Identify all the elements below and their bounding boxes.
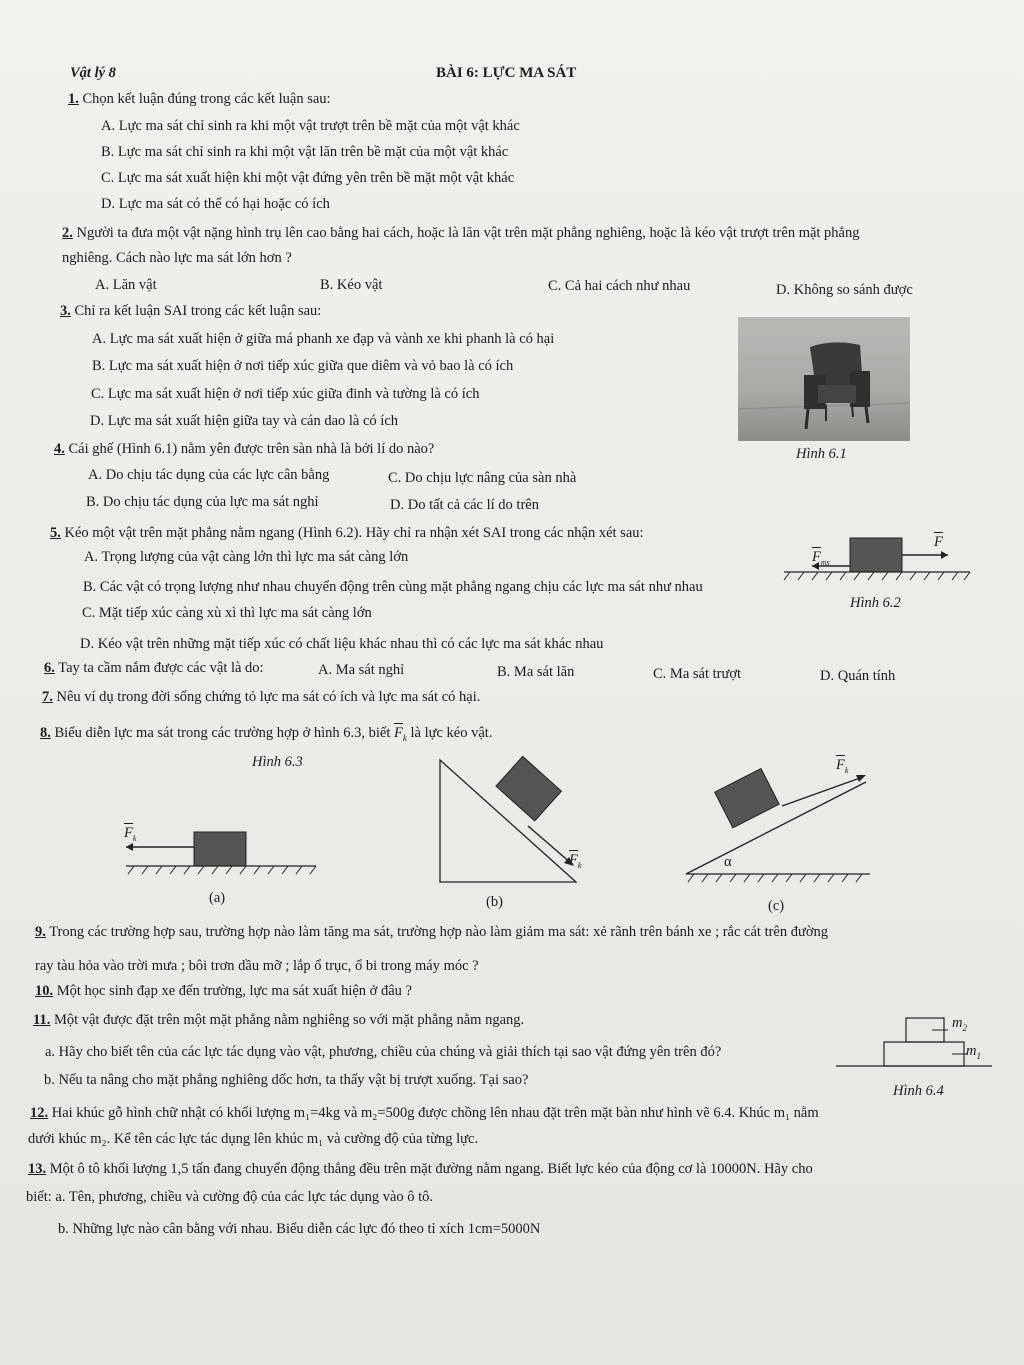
question-number: 1.: [68, 91, 79, 107]
fig63c-diagram: [682, 757, 882, 890]
question-11: [33, 1013, 524, 1028]
fig63c-incline: [686, 782, 866, 874]
q2-option-a: A. Lăn vật: [95, 277, 157, 293]
question-number: 7.: [42, 689, 53, 705]
fig63c-fk-label: $F_k$: [836, 757, 849, 775]
question-number: 8.: [40, 725, 51, 741]
fig63a-block: [194, 832, 246, 866]
question-text: Nêu ví dụ trong đời sống chứng tỏ lực ma sát có ích và lực ma sát có hại.: [56, 689, 481, 705]
q12-text-line2: dưới khúc m₂. Kể tên các lực tác dụng lên khúc m₁ và cường độ của từng lực.: [28, 1131, 479, 1147]
fig63c-force-arrow: [782, 778, 860, 806]
fig61-caption: Hình 6.1: [796, 446, 847, 462]
fig64-m2-label: $m_2$: [952, 1015, 967, 1033]
question-text: Hai khúc gỗ hình chữ nhật có khối lượng m₁=4kg và m₂=500g được chồng lên nhau đặt trên mặt bàn như hình vẽ 6.4. Khúc m₁ nằm: [51, 1105, 819, 1121]
question-10: [35, 984, 412, 999]
question-12: [30, 1106, 819, 1121]
question-text: Một vật được đặt trên một mặt phẳng nằm nghiêng so với mặt phẳng nằm ngang.: [53, 1012, 525, 1028]
fig63-caption: Hình 6.3: [252, 754, 303, 770]
question-number: 3.: [60, 303, 71, 319]
q2-text-line2: nghiêng. Cách nào lực ma sát lớn hơn ?: [62, 250, 292, 266]
q3-option-a: A. Lực ma sát xuất hiện ở giữa má phanh xe đạp và vành xe khi phanh là có hại: [92, 331, 555, 347]
q6-option-d: D. Quán tính: [820, 668, 896, 684]
chair-icon: [738, 317, 910, 441]
q4-option-c: C. Do chịu lực nâng của sàn nhà: [388, 470, 577, 486]
page-title: BÀI 6: LỰC MA SÁT: [436, 65, 577, 81]
question-5: [50, 526, 644, 541]
q6-option-a: A. Ma sát nghỉ: [318, 662, 405, 678]
question-text: Cái ghế (Hình 6.1) nằm yên được trên sàn nhà là bởi lí do nào?: [68, 441, 435, 457]
question-2: [62, 226, 860, 241]
question-number: 10.: [35, 983, 54, 999]
question-9: [35, 925, 828, 940]
question-13: [28, 1162, 813, 1177]
fig63b-fk-label: $F_k$: [569, 852, 582, 870]
q2-option-b: B. Kéo vật: [320, 277, 383, 293]
question-text: Biểu diễn lực ma sát trong các trường hợp ở hình 6.3, biết: [54, 725, 391, 741]
q13-part-b: b. Những lực nào cân bằng với nhau. Biểu diễn các lực đó theo tỉ xích 1cm=5000N: [58, 1221, 541, 1237]
q13-text-line2: biết: a. Tên, phương, chiều và cường độ của các lực tác dụng vào ô tô.: [26, 1189, 434, 1205]
q4-option-b: B. Do chịu tác dụng của lực ma sát nghỉ: [86, 494, 319, 510]
fig64-caption: Hình 6.4: [893, 1083, 944, 1099]
subject-label: Vật lý 8: [70, 65, 116, 81]
question-8: 8. Biểu diễn lực ma sát trong các trường hợp ở hình 6.3, biết $F_k$ là lực kéo vật.: [40, 725, 493, 743]
q5-option-c: C. Mặt tiếp xúc càng xù xì thì lực ma sát càng lớn: [82, 605, 372, 621]
fig62-fms-label: $F_{ms}$: [812, 549, 830, 567]
question-text: Tay ta cầm nắm được các vật là do:: [58, 660, 264, 676]
question-text: Người ta đưa một vật nặng hình trụ lên cao bằng hai cách, hoặc là lăn vật trên mặt phẳng nghiêng, hoặc là kéo vật trượt trên mặt phẳng: [76, 225, 860, 241]
fig63a-label: (a): [209, 890, 226, 906]
question-text: Chọn kết luận đúng trong các kết luận sau:: [82, 91, 331, 107]
q3-option-b: B. Lực ma sát xuất hiện ở nơi tiếp xúc giữa que diêm và vỏ bao là có ích: [92, 358, 514, 374]
q1-option-c: C. Lực ma sát xuất hiện khi một vật đứng yên trên bề mặt một vật khác: [101, 170, 515, 186]
question-number: 9.: [35, 924, 46, 940]
fig64-diagram: [836, 1012, 996, 1072]
fig63b-label: (b): [486, 894, 503, 910]
question-number: 13.: [28, 1161, 47, 1177]
q4-option-a: A. Do chịu tác dụng của các lực cân bằng: [88, 467, 330, 483]
q2-option-c: C. Cả hai cách như nhau: [548, 278, 691, 294]
fig63c-alpha-label: α: [724, 854, 732, 870]
q1-option-a: A. Lực ma sát chỉ sinh ra khi một vật trượt trên bề mặt của một vật khác: [101, 118, 520, 134]
question-number: 11.: [33, 1012, 51, 1028]
question-number: 6.: [44, 660, 55, 676]
fig63b-diagram: [436, 756, 616, 896]
chair-photo: [738, 317, 910, 441]
question-4: [54, 442, 434, 457]
fig63c-block: [715, 769, 779, 828]
fig62-caption: Hình 6.2: [850, 595, 901, 611]
q2-option-d: D. Không so sánh được: [776, 282, 913, 298]
q1-option-d: D. Lực ma sát có thể có hại hoặc có ích: [101, 196, 330, 212]
q5-option-d: D. Kéo vật trên những mặt tiếp xúc có chất liệu khác nhau thì có các lực ma sát khác nhau: [80, 636, 604, 652]
fig63b-block: [496, 756, 561, 820]
question-text: Trong các trường hợp sau, trường hợp nào làm tăng ma sát, trường hợp nào làm giảm ma sát: xẻ rãnh trên bánh xe ; rắc cát trên đường: [49, 924, 829, 940]
question-number: 4.: [54, 441, 65, 457]
question-text-end: là lực kéo vật.: [410, 725, 493, 741]
question-text: Kéo một vật trên mặt phẳng nằm ngang (Hình 6.2). Hãy chỉ ra nhận xét SAI trong các nhận xét sau:: [64, 525, 644, 541]
fig62-hatching: [784, 572, 970, 580]
force-arrowhead-f: [941, 551, 948, 559]
question-7: [42, 690, 480, 705]
question-text: Chỉ ra kết luận SAI trong các kết luận sau:: [74, 303, 322, 319]
q11-part-a: a. Hãy cho biết tên của các lực tác dụng vào vật, phương, chiều của chúng và giải thích tại sao vật đứng yên trên đó?: [45, 1044, 722, 1060]
fig62-f-label: F: [934, 534, 943, 550]
q11-part-b: b. Nếu ta nâng cho mặt phẳng nghiêng dốc hơn, ta thấy vật bị trượt xuống. Tại sao?: [44, 1072, 529, 1088]
fig63a-diagram: [122, 826, 322, 886]
question-number: 2.: [62, 225, 73, 241]
fig64-m1-label: $m_1$: [966, 1043, 981, 1061]
fig62-diagram: [780, 530, 980, 590]
q1-option-b: B. Lực ma sát chỉ sinh ra khi một vật lăn trên bề mặt của một vật khác: [101, 144, 509, 160]
fk-vector-label: F: [394, 725, 403, 741]
question-1: [68, 92, 331, 107]
question-text: Một ô tô khối lượng 1,5 tấn đang chuyển động thẳng đều trên mặt đường nằm ngang. Biết lực kéo của động cơ là 10000N. Hãy cho: [49, 1161, 813, 1177]
q9-text-line2: ray tàu hỏa vào trời mưa ; bôi trơn dầu mỡ ; lắp ổ trục, ổ bi trong máy móc ?: [35, 958, 479, 974]
question-6: [44, 661, 264, 676]
q3-option-d: D. Lực ma sát xuất hiện giữa tay và cán dao là có ích: [90, 413, 399, 429]
q4-option-d: D. Do tất cả các lí do trên: [390, 497, 539, 513]
q3-option-c: C. Lực ma sát xuất hiện ở nơi tiếp xúc giữa đinh và tường là có ích: [91, 386, 480, 402]
question-text: Một học sinh đạp xe đến trường, lực ma sát xuất hiện ở đâu ?: [56, 983, 412, 999]
question-number: 12.: [30, 1105, 49, 1121]
question-3: [60, 304, 321, 319]
fig63c-label: (c): [768, 898, 785, 914]
q5-option-a: A. Trọng lượng của vật càng lớn thì lực ma sát càng lớn: [84, 549, 409, 565]
q6-option-c: C. Ma sát trượt: [653, 666, 742, 682]
fig63a-fk-label: $F_k$: [124, 825, 137, 843]
q6-option-b: B. Ma sát lăn: [497, 664, 575, 680]
q5-option-b: B. Các vật có trọng lượng như nhau chuyển động trên cùng mặt phẳng ngang chịu các lực ma sát như nhau: [83, 579, 703, 595]
question-number: 5.: [50, 525, 61, 541]
fig62-block: [850, 538, 902, 572]
